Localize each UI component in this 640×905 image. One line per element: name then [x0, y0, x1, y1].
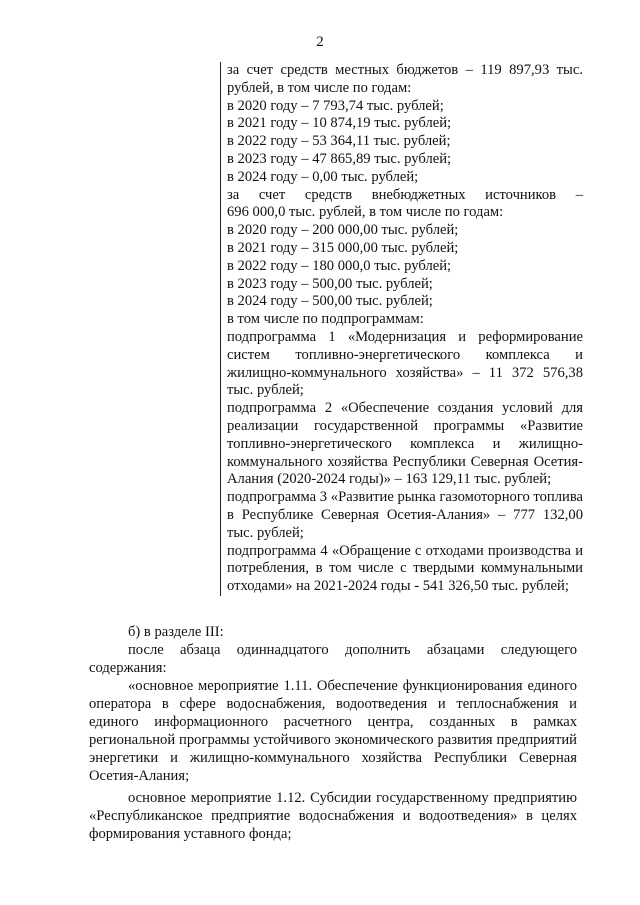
- subprogram-1: подпрограмма 1 «Модернизация и реформирование систем топливно-энергетического комплекса и жилищно-коммунального хозяйства» – 11 372 576,38 тыс. рублей;: [227, 328, 583, 399]
- funding-year-line: в 2020 году – 7 793,74 тыс. рублей;: [227, 97, 444, 114]
- subprograms-heading: в том числе по подпрограммам:: [227, 311, 424, 328]
- funding-year-line: в 2024 году – 500,00 тыс. рублей;: [227, 293, 433, 310]
- subprogram-2: подпрограмма 2 «Обеспечение создания условий для реализации государственной программы «Развитие топливно-энергетического комплекса и жилищно-коммунального хозяйства Республики Северная Осетия-Алания (2020-2024 годы)» – 163 129,11 тыс. рублей;: [227, 400, 583, 488]
- funding-year-line: в 2021 году – 315 000,00 тыс. рублей;: [227, 239, 459, 256]
- amendment-text: [89, 623, 577, 843]
- funding-local-budget-line-2: рублей, в том числе по годам:: [227, 79, 412, 96]
- funding-extrabudget-line: за счет средств внебюджетных источников –: [227, 186, 583, 203]
- funding-extrabudget-line-2: 696 000,0 тыс. рублей, в том числе по годам:: [227, 204, 504, 221]
- section-b-heading: б) в разделе III:: [128, 624, 224, 640]
- subprogram-3: подпрограмма 3 «Развитие рынка газомоторного топлива в Республике Северная Осетия-Алания» – 777 132,00 тыс. рублей;: [227, 489, 583, 541]
- funding-year-line: в 2023 году – 47 865,89 тыс. рублей;: [227, 150, 452, 167]
- funding-year-line: в 2023 году – 500,00 тыс. рублей;: [227, 275, 433, 292]
- funding-table-cell: [220, 62, 583, 596]
- funding-year-line: в 2020 году – 200 000,00 тыс. рублей;: [227, 222, 459, 239]
- measure-1-12: основное мероприятие 1.12. Субсидии государственному предприятию «Республиканское предприятие водоснабжения и водоотведения» в целях формирования уставного фонда;: [89, 790, 577, 842]
- after-paragraph-instruction: после абзаца одиннадцатого дополнить абзацами следующего содержания:: [89, 642, 577, 676]
- funding-year-line: в 2024 году – 0,00 тыс. рублей;: [227, 168, 419, 185]
- subprogram-4: подпрограмма 4 «Обращение с отходами производства и потребления, в том числе с твердыми коммунальными отходами» на 2021-2024 годы - 541 326,50 тыс. рублей;: [227, 542, 583, 595]
- funding-year-line: в 2021 году – 10 874,19 тыс. рублей;: [227, 115, 452, 132]
- measure-1-11: «основное мероприятие 1.11. Обеспечение функционирования единого оператора в сфере водоснабжения, водоотведения и теплоснабжения и единого информационного расчетного центра, созданных в рамках региональной программы устойчивого экономического развития предприятий энергетики и жилищно-коммунального хозяйства Республики Северная Осетия-Алания;: [89, 678, 577, 784]
- funding-local-budget-line: за счет средств местных бюджетов – 119 897,93 тыс.: [227, 62, 583, 78]
- page-number: 2: [316, 34, 324, 50]
- funding-year-line: в 2022 году – 180 000,0 тыс. рублей;: [227, 257, 452, 274]
- funding-year-line: в 2022 году – 53 364,11 тыс. рублей;: [227, 133, 451, 150]
